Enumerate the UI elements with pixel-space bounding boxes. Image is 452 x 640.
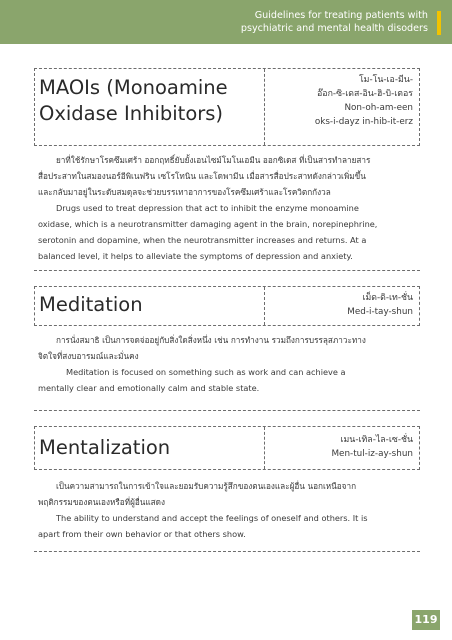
- thai-desc-line: และกลับมาอยู่ในระดับสมดุลจะช่วยบรรเทาอาการของโรคซึมเศร้าและโรควิตกกังวล: [38, 187, 331, 197]
- thai-desc-line: สื่อประสาทในสมองนอร์อีพิเนฟริน เซโรโทนิน และโดพามีน เมื่อสารสื่อประสาทดังกล่าวเพิ่มขึ้น: [38, 171, 366, 181]
- eng-desc-line: oxidase, which is a neurotransmitter damaging agent in the brain, norepinephrine,: [38, 219, 378, 229]
- pron-thai: เมน-เทิล-ไล-เซ-ชั่น: [340, 435, 413, 445]
- pron-eng: Men-tul-iz-ay-shun: [331, 449, 413, 459]
- term-line2: Oxidase Inhibitors): [39, 102, 224, 125]
- header-title: [241, 9, 428, 35]
- eng-desc-line: serotonin and dopamine, when the neurotransmitter increases and returns. At a: [38, 235, 367, 245]
- pron-thai-2: อ๊อก-ซิ-เดส-อิน-ฮิ-บิ-เตอร: [317, 89, 413, 99]
- eng-desc-line: balanced level, it helps to alleviate the symptoms of depression and anxiety.: [38, 251, 353, 261]
- thai-desc-line: พฤติกรรมของตนเองหรือที่ผู้อื่นแสดง: [38, 497, 165, 507]
- pronunciation: [347, 291, 413, 319]
- pronunciation: [331, 433, 413, 461]
- pron-eng-2: oks-i-dayz in-hib-it-erz: [314, 117, 413, 127]
- term-title: Mentalization: [39, 436, 171, 459]
- eng-desc-line: Meditation is focused on something such as work and can achieve a: [66, 367, 346, 377]
- pronunciation: [315, 73, 413, 129]
- pron-thai-1: โม-โน-เอ-มีน-: [358, 75, 413, 85]
- section-divider: [34, 410, 420, 411]
- entry-mentalization-description: [38, 478, 414, 542]
- entry-meditation-term-box: [34, 286, 420, 326]
- entry-meditation-description: [38, 332, 414, 396]
- thai-desc-line: ยาที่ใช้รักษาโรคซึมเศร้า ออกฤทธิ์ยับยั้งเอนไซม์โมโนเอมีน ออกซิเดส ที่เป็นสารทำลายสาร: [56, 155, 371, 165]
- header-title-line2: psychiatric and mental health disoders: [240, 23, 428, 34]
- eng-desc-line: The ability to understand and accept the feelings of oneself and others. It is: [56, 513, 368, 523]
- term-title: [39, 75, 228, 127]
- pron-thai: เม็ด-ดิ-เท-ชั่น: [362, 293, 413, 303]
- page-number: 119: [412, 610, 440, 630]
- entry-mentalization-term-box: [34, 426, 420, 470]
- term-cell: [35, 427, 265, 469]
- pron-eng-1: Non-oh-am-een: [344, 103, 413, 113]
- header-title-line1: Guidelines for treating patients with: [254, 10, 428, 21]
- thai-desc-line: เป็นความสามารถในการเข้าใจและยอมรับความรู้สึกของตนเองและผู้อื่น นอกเหนือจาก: [56, 481, 357, 491]
- pron-eng: Med-i-tay-shun: [347, 307, 413, 317]
- term-title: Meditation: [39, 293, 143, 316]
- thai-desc-line: การนั่งสมาธิ เป็นการจดจ่ออยู่กับสิ่งใดสิ่งหนึ่ง เช่น การทำงาน รวมถึงการบรรลุสภาวะทาง: [56, 335, 366, 345]
- section-divider: [34, 270, 420, 271]
- eng-desc-line: apart from their own behavior or that others show.: [38, 529, 246, 539]
- page-header: [0, 0, 452, 44]
- entry-maois-description: [38, 152, 414, 264]
- eng-desc-line: Drugs used to treat depression that act to inhibit the enzyme monoamine: [56, 203, 359, 213]
- eng-desc-line: mentally clear and emotionally calm and stable state.: [38, 383, 260, 393]
- term-line1: MAOIs (Monoamine: [39, 76, 228, 99]
- thai-desc-line: จิตใจที่สงบอารมณ์และมั่นคง: [38, 351, 139, 361]
- section-divider: [34, 551, 420, 552]
- term-cell: [35, 287, 265, 325]
- term-cell: [35, 69, 265, 145]
- header-accent-bar: [437, 11, 441, 35]
- entry-maois-term-box: [34, 68, 420, 146]
